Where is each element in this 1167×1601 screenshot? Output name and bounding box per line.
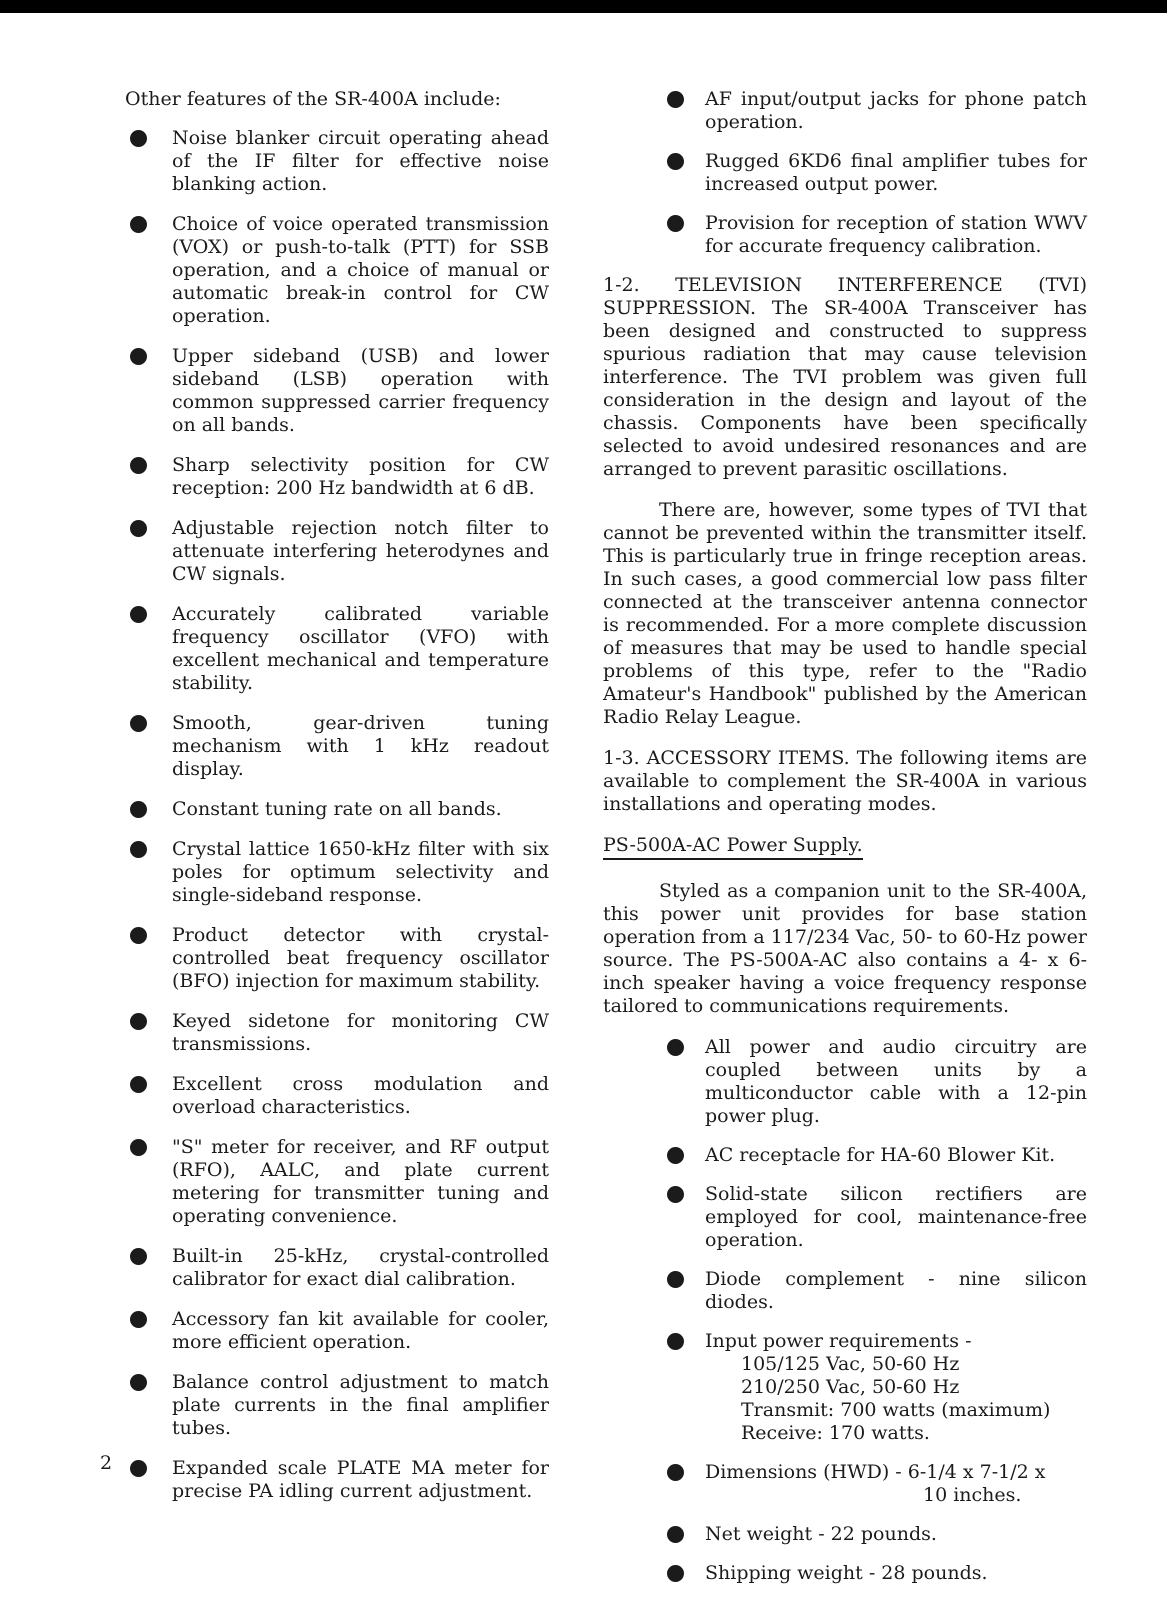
bullet-icon bbox=[130, 801, 147, 818]
list-item-text bbox=[705, 1330, 1087, 1445]
list-item-text bbox=[172, 798, 549, 821]
bullet-icon bbox=[130, 1248, 147, 1265]
list-item bbox=[125, 1010, 549, 1056]
list-item-main-line: AC receptacle for HA-60 Blower Kit. bbox=[705, 1144, 1056, 1166]
spec-line: 210/250 Vac, 50-60 Hz bbox=[741, 1376, 960, 1398]
list-item bbox=[125, 213, 549, 328]
bullet-icon bbox=[667, 1271, 684, 1288]
list-item bbox=[125, 517, 549, 586]
list-item-main-line: Provision for reception of station WWV for accurate frequency calibration. bbox=[705, 212, 1087, 257]
list-item-text bbox=[172, 924, 549, 993]
list-item-main-line: Built-in 25-kHz, crystal-controlled calibrator for exact dial calibration. bbox=[172, 1245, 549, 1290]
list-item bbox=[125, 838, 549, 907]
list-item bbox=[125, 1371, 549, 1440]
bullet-icon bbox=[130, 1311, 147, 1328]
list-item-main-line: Accurately calibrated variable frequency oscillator (VFO) with excellent mechanical and temperature stability. bbox=[172, 603, 549, 694]
list-item-text bbox=[172, 127, 549, 196]
body-paragraph: Styled as a companion unit to the SR-400A, this power unit provides for base station operation from a 117/234 Vac, 50- to 60-Hz power source. The PS-500A-AC also contains a 4- x 6-inch speaker having a voice frequency response tailored to communications requirements. bbox=[603, 880, 1087, 1017]
list-item-main-line: Rugged 6KD6 final amplifier tubes for increased output power. bbox=[705, 150, 1087, 195]
list-item bbox=[603, 212, 1087, 258]
body-paragraph: 1-3. ACCESSORY ITEMS. The following items are available to complement the SR-400A in various installations and operating modes. bbox=[603, 747, 1087, 815]
list-item-main-line: Noise blanker circuit operating ahead of the IF filter for effective noise blanking action. bbox=[172, 127, 549, 195]
list-item-text bbox=[705, 1523, 1087, 1546]
list-item bbox=[125, 345, 549, 437]
list-item bbox=[125, 1457, 549, 1503]
list-item bbox=[603, 1183, 1087, 1252]
bullet-icon bbox=[130, 1139, 147, 1156]
list-item-text bbox=[172, 1136, 549, 1228]
bullet-icon bbox=[130, 130, 147, 147]
bullet-icon bbox=[130, 606, 147, 623]
left-column bbox=[125, 88, 549, 1520]
list-item-text bbox=[172, 712, 549, 781]
list-item-text bbox=[705, 88, 1087, 134]
list-item-main-line: Shipping weight - 28 pounds. bbox=[705, 1562, 988, 1584]
bullet-icon bbox=[667, 1464, 684, 1481]
list-item-text bbox=[705, 1036, 1087, 1128]
spec-line: Transmit: 700 watts (maximum) bbox=[741, 1399, 1051, 1421]
bullet-icon bbox=[130, 1460, 147, 1477]
list-item-main-line: Smooth, gear-driven tuning mechanism with 1 kHz readout display. bbox=[172, 712, 549, 780]
list-item-main-line: AF input/output jacks for phone patch operation. bbox=[705, 88, 1087, 133]
list-item bbox=[603, 1562, 1087, 1585]
section-heading-text: PS-500A-AC Power Supply. bbox=[603, 834, 863, 860]
spec-line: 105/125 Vac, 50-60 Hz bbox=[741, 1353, 960, 1375]
list-item-main-line: Upper sideband (USB) and lower sideband (LSB) operation with common suppressed carrier frequency on all bands. bbox=[172, 345, 549, 436]
bullet-icon bbox=[667, 1333, 684, 1350]
list-item-text bbox=[172, 1308, 549, 1354]
right-content bbox=[603, 88, 1087, 1585]
list-item-text bbox=[705, 1144, 1087, 1167]
list-item bbox=[603, 1523, 1087, 1546]
list-item-text bbox=[172, 838, 549, 907]
list-item bbox=[125, 1136, 549, 1228]
bullet-icon bbox=[130, 927, 147, 944]
list-item-main-line: Dimensions (HWD) - 6-1/4 x 7-1/2 x bbox=[705, 1461, 1046, 1483]
list-item bbox=[603, 1330, 1087, 1445]
list-item bbox=[125, 127, 549, 196]
intro-text: Other features of the SR-400A include: bbox=[125, 88, 501, 110]
spec-line: 10 inches. bbox=[923, 1484, 1022, 1506]
list-item-main-line: Choice of voice operated transmission (VOX) or push-to-talk (PTT) for SSB operation, and a choice of manual or automatic break-in control for CW operation. bbox=[172, 213, 549, 327]
list-item-main-line: Product detector with crystal-controlled beat frequency oscillator (BFO) injection for maximum stability. bbox=[172, 924, 549, 992]
bullet-icon bbox=[130, 216, 147, 233]
right-column bbox=[603, 88, 1087, 1601]
list-item bbox=[125, 712, 549, 781]
list-item-text bbox=[172, 1010, 549, 1056]
list-item bbox=[603, 150, 1087, 196]
bullet-icon bbox=[130, 457, 147, 474]
list-item-main-line: All power and audio circuitry are coupled between units by a multiconductor cable with a 12-pin power plug. bbox=[705, 1036, 1087, 1127]
list-item bbox=[603, 1144, 1087, 1167]
list-item-main-line: Excellent cross modulation and overload characteristics. bbox=[172, 1073, 549, 1118]
list-item-text bbox=[705, 1562, 1087, 1585]
list-item bbox=[125, 454, 549, 500]
bullet-icon bbox=[667, 91, 684, 108]
list-item-main-line: Sharp selectivity position for CW reception: 200 Hz bandwidth at 6 dB. bbox=[172, 454, 549, 499]
list-item-main-line: Crystal lattice 1650-kHz filter with six poles for optimum selectivity and single-sideband response. bbox=[172, 838, 549, 906]
bullet-icon bbox=[130, 1374, 147, 1391]
page-number: 2 bbox=[100, 1452, 113, 1474]
bullet-icon bbox=[667, 215, 684, 232]
list-item bbox=[603, 1461, 1087, 1507]
list-item-main-line: Solid-state silicon rectifiers are employed for cool, maintenance-free operation. bbox=[705, 1183, 1087, 1251]
list-item bbox=[603, 88, 1087, 134]
body-paragraph: There are, however, some types of TVI that cannot be prevented within the transmitter itself. This is particularly true in fringe reception areas. In such cases, a good commercial low pass filter connected at the transceiver antenna connector is recommended. For a more complete discussion of measures that may be used to handle special problems of this type, refer to the "Radio Amateur's Handbook" published by the American Radio Relay League. bbox=[603, 499, 1087, 728]
list-item-text bbox=[705, 1461, 1087, 1507]
list-item-text bbox=[172, 1073, 549, 1119]
bullet-icon bbox=[667, 1039, 684, 1056]
list-item-text bbox=[172, 454, 549, 500]
bullet-icon bbox=[130, 1076, 147, 1093]
list-item-main-line: Constant tuning rate on all bands. bbox=[172, 798, 502, 820]
list-item bbox=[125, 603, 549, 695]
list-item-main-line: "S" meter for receiver, and RF output (RFO), AALC, and plate current metering for transmitter tuning and operating convenience. bbox=[172, 1136, 549, 1227]
bullet-icon bbox=[130, 715, 147, 732]
bullet-icon bbox=[130, 841, 147, 858]
list-item-text bbox=[172, 517, 549, 586]
bullet-icon bbox=[667, 1147, 684, 1164]
spec-line: Receive: 170 watts. bbox=[741, 1422, 930, 1444]
list-item-main-line: Net weight - 22 pounds. bbox=[705, 1523, 937, 1545]
list-item-text bbox=[172, 603, 549, 695]
bullet-icon bbox=[667, 1565, 684, 1582]
bullet-icon bbox=[130, 348, 147, 365]
list-item bbox=[125, 1245, 549, 1291]
list-item-text bbox=[705, 1268, 1087, 1314]
scan-top-edge-bar bbox=[0, 0, 1167, 13]
list-item-main-line: Balance control adjustment to match plate currents in the final amplifier tubes. bbox=[172, 1371, 549, 1439]
list-item-text bbox=[705, 150, 1087, 196]
list-item bbox=[125, 924, 549, 993]
list-item-main-line: Keyed sidetone for monitoring CW transmissions. bbox=[172, 1010, 549, 1055]
section-heading bbox=[603, 834, 1087, 860]
bullet-icon bbox=[667, 1186, 684, 1203]
list-item bbox=[603, 1036, 1087, 1128]
list-item-text bbox=[172, 345, 549, 437]
list-item bbox=[125, 1308, 549, 1354]
list-item-main-line: Input power requirements - bbox=[705, 1330, 972, 1352]
list-item-text bbox=[705, 212, 1087, 258]
list-item bbox=[125, 1073, 549, 1119]
list-item-text bbox=[172, 213, 549, 328]
list-item-main-line: Diode complement - nine silicon diodes. bbox=[705, 1268, 1087, 1313]
bullet-icon bbox=[667, 153, 684, 170]
list-item-main-line: Accessory fan kit available for cooler, more efficient operation. bbox=[172, 1308, 549, 1353]
feature-list bbox=[125, 127, 549, 1503]
list-item-text bbox=[705, 1183, 1087, 1252]
list-item-main-line: Expanded scale PLATE MA meter for precise PA idling current adjustment. bbox=[172, 1457, 549, 1502]
bullet-icon bbox=[667, 1526, 684, 1543]
bullet-icon bbox=[130, 520, 147, 537]
list-item bbox=[603, 1268, 1087, 1314]
body-paragraph: 1-2. TELEVISION INTERFERENCE (TVI) SUPPRESSION. The SR-400A Transceiver has been designed and constructed to suppress spurious radiation that may cause television interference. The TVI problem was given full consideration in the design and layout of the chassis. Components have been specifically selected to avoid undesired resonances and are arranged to prevent parasitic oscillations. bbox=[603, 274, 1087, 480]
bullet-icon bbox=[130, 1013, 147, 1030]
list-item bbox=[125, 798, 549, 821]
list-item-text bbox=[172, 1371, 549, 1440]
list-item-main-line: Adjustable rejection notch filter to attenuate interfering heterodynes and CW signals. bbox=[172, 517, 549, 585]
list-item-text bbox=[172, 1457, 549, 1503]
list-item-text bbox=[172, 1245, 549, 1291]
